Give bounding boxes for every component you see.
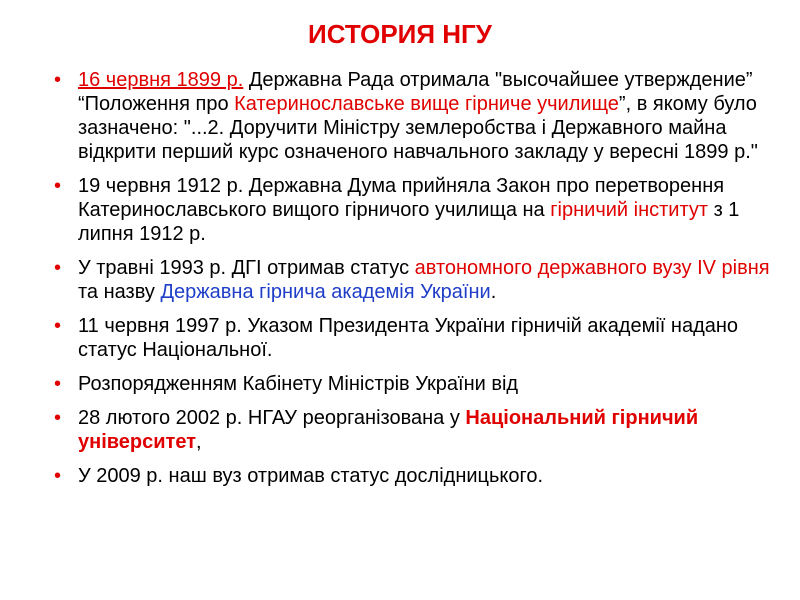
- bullet-item: [52, 256, 772, 304]
- bullet-item: [52, 406, 772, 454]
- bullet-text: Розпорядженням Кабінету Міністрів України від: [78, 373, 519, 395]
- bullet-item: [52, 68, 772, 164]
- bullet-item: [52, 174, 772, 246]
- bullet-dot-icon: •: [54, 407, 62, 429]
- bullet-dot-icon: •: [54, 257, 62, 279]
- bullet-text: ,: [196, 431, 202, 453]
- bullet-text: та назву: [78, 281, 161, 303]
- bullet-dot-icon: •: [54, 373, 62, 395]
- bullet-highlight-text: 16 червня 1899 р.: [78, 69, 244, 91]
- bullet-text: 19 червня 1912 р. Державна Дума прийняла Закон про перетворення Катеринославського вищого гірничого училища на: [78, 175, 725, 221]
- bullet-text: У 2009 р. наш вуз отримав статус дослідницького.: [78, 465, 544, 487]
- bullet-text: з 1 липня 1912 р.: [78, 199, 740, 245]
- bullet-dot-icon: •: [54, 175, 62, 197]
- page-title: ИСТОРИЯ НГУ: [308, 19, 492, 49]
- bullet-text: ”, в якому було зазначено: "...2. Доручити Міністру землеробства і Державного майна відкрити перший курс означеного навчального закладу у вересні 1899 р.": [78, 93, 758, 163]
- bullet-highlight-text: Національний гірничий університет: [78, 407, 699, 453]
- history-bullet-list: [52, 68, 772, 498]
- bullet-text: .: [490, 281, 497, 303]
- bullet-item: [52, 372, 772, 396]
- bullet-text: У травні 1993 р. ДГІ отримав статус: [78, 257, 415, 279]
- bullet-item: [52, 464, 772, 488]
- bullet-text: 11 червня 1997 р. Указом Президента України гірничій академії надано статус Національної.: [78, 315, 739, 361]
- bullet-dot-icon: •: [54, 69, 62, 91]
- bullet-text: 28 лютого 2002 р. НГАУ реорганізована у: [78, 407, 466, 429]
- bullet-item: [52, 314, 772, 362]
- bullet-dot-icon: •: [54, 465, 62, 487]
- bullet-highlight-text: Державна гірнича академія України: [160, 281, 491, 303]
- bullet-highlight-text: автономного державного вузу IV рівня: [414, 257, 770, 279]
- bullet-highlight-text: гірничий інститут: [550, 199, 709, 221]
- bullet-dot-icon: •: [54, 315, 62, 337]
- bullet-highlight-text: Катеринославське вище гірниче училище: [234, 93, 619, 115]
- bullet-text: Державна Рада отримала "высочайшее утверждение” “Положення про: [78, 69, 753, 115]
